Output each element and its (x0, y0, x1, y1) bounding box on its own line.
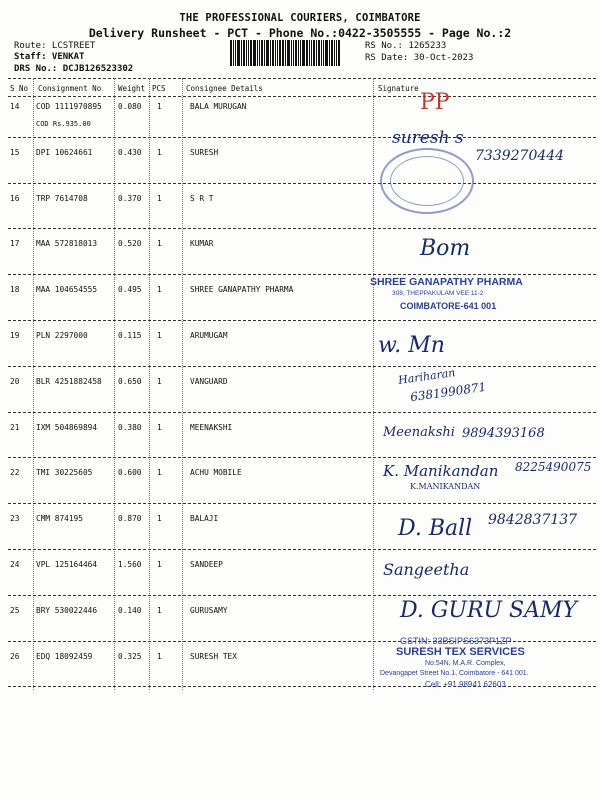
cell-consignment: TMI 30225605 (36, 468, 93, 478)
drs-number: DRS No.: DCJB126523302 (14, 64, 134, 74)
barcode-bar (334, 40, 335, 66)
cell-pcs: 1 (157, 560, 162, 569)
cell-consignee: VANGUARD (190, 376, 228, 386)
cell-sno: 20 (10, 376, 20, 386)
barcode-bar (253, 40, 256, 66)
barcode-bar (311, 40, 312, 66)
cell-sno: 25 (10, 605, 20, 615)
row-separator (8, 228, 596, 229)
barcode-bar (266, 40, 269, 66)
cell-consignment: MAA 104654555 (36, 285, 98, 295)
handwritten-signature: K. Manikandan (383, 462, 499, 480)
pharma-stamp-address: 308, THEPPAKULAM VEE 11-2 (392, 290, 484, 297)
barcode-bar (235, 40, 236, 66)
cell-pcs: 1 (157, 514, 162, 524)
tex-stamp-gstin: GSTIN: 33BSIPS6373P1ZP (400, 636, 512, 646)
route-label: Route: LCSTREET (14, 41, 96, 51)
col-consignee: Consignee Details (186, 84, 263, 93)
barcode-bar (293, 40, 294, 66)
barcode-bar (250, 40, 252, 66)
cell-consignee: BALAJI (190, 514, 219, 524)
cell-sno: 14 (10, 102, 20, 111)
barcode-bar (313, 40, 315, 66)
handwritten-signature: Sangeetha (383, 560, 470, 579)
barcode-bar (338, 40, 340, 66)
cell-consignment: VPL 125164464 (36, 560, 98, 569)
cell-weight: 0.650 (118, 376, 142, 386)
row-separator (8, 686, 596, 687)
cell-weight: 0.380 (118, 422, 142, 432)
cell-sno: 21 (10, 422, 20, 432)
cell-pcs: 1 (157, 468, 162, 478)
cell-sno: 24 (10, 560, 20, 569)
barcode-bar (329, 40, 330, 66)
cell-sno: 26 (10, 651, 20, 661)
cell-sno: 22 (10, 468, 20, 478)
barcode-bar (270, 40, 271, 66)
barcode-bar (241, 40, 242, 66)
cell-pcs: 1 (157, 285, 162, 295)
cell-consignee: ACHU MOBILE (190, 468, 242, 478)
rs-number: RS No.: 1265233 (365, 41, 447, 51)
barcode-bar (272, 40, 274, 66)
staff-label: Staff: VENKAT (14, 52, 85, 62)
tex-stamp-phone: Cell: +91 98941 62603 (425, 680, 506, 689)
barcode-bar (275, 40, 276, 66)
cell-sno: 17 (10, 239, 20, 249)
barcode-bar (279, 40, 281, 66)
cell-consignment: BLR 4251882458 (36, 376, 102, 386)
barcode-bar (336, 40, 337, 66)
barcode-bar (261, 40, 263, 66)
header-rule-top (8, 78, 596, 79)
cell-consignee: SANDEEP (190, 560, 223, 569)
cell-weight: 0.325 (118, 651, 142, 661)
cell-consignment: DPI 10624661 (36, 147, 93, 157)
tex-stamp-address: No.54N, M.A.R. Complex, (425, 660, 506, 667)
col-divider (114, 78, 115, 690)
cell-weight: 0.430 (118, 147, 142, 157)
round-seal (380, 148, 474, 214)
cell-pcs: 1 (157, 422, 162, 432)
barcode-bar (264, 40, 265, 66)
cell-weight: 0.115 (118, 331, 142, 340)
barcode-bar (291, 40, 292, 66)
cell-consignment: IXM 504869894 (36, 422, 98, 432)
cell-sno: 19 (10, 331, 20, 340)
cell-consignee: SHREE GANAPATHY PHARMA (190, 285, 294, 295)
barcode-bar (287, 40, 290, 66)
cell-consignment: MAA 572818013 (36, 239, 98, 249)
handwritten-signature: suresh s (392, 128, 464, 148)
barcode-bar (321, 40, 322, 66)
handwritten-phone: 9894393168 (462, 426, 545, 441)
tex-stamp-address: Devangapet Street No.1, Coimbatore - 641 001. (380, 670, 529, 677)
handwritten-phone: 6381990871 (409, 379, 487, 405)
cell-pcs: 1 (157, 193, 162, 203)
barcode-bar (306, 40, 308, 66)
cell-consignee: KUMAR (190, 239, 214, 249)
handwritten-initials: PP (420, 90, 450, 115)
cell-weight: 1.560 (118, 560, 142, 569)
cell-pcs: 1 (157, 331, 162, 340)
cell-weight: 0.495 (118, 285, 142, 295)
col-divider (373, 78, 374, 690)
cell-weight: 0.600 (118, 468, 142, 478)
handwritten-phone: 7339270444 (475, 148, 565, 164)
company-title: THE PROFESSIONAL COURIERS, COIMBATORE (179, 12, 421, 24)
row-separator (8, 366, 596, 367)
barcode-bar (298, 40, 299, 66)
cell-consignee: ARUMUGAM (190, 331, 228, 340)
cell-pcs: 1 (157, 376, 162, 386)
barcode-bar (300, 40, 301, 66)
cell-pcs: 1 (157, 651, 162, 661)
runsheet-title: Delivery Runsheet - PCT - Phone No.:0422-3505555 - Page No.:2 (88, 26, 512, 40)
barcode-bar (246, 40, 247, 66)
cell-consignment: PLN 2297000 (36, 331, 88, 340)
tex-stamp-name: SURESH TEX SERVICES (396, 646, 525, 658)
barcode-bar (302, 40, 305, 66)
cell-pcs: 1 (157, 605, 162, 615)
row-separator (8, 457, 596, 458)
cell-consignee: SURESH (190, 147, 219, 157)
barcode-bar (248, 40, 249, 66)
cell-weight: 0.140 (118, 605, 142, 615)
cell-pcs: 1 (157, 102, 162, 111)
cell-consignee: SURESH TEX (190, 651, 237, 661)
barcode-bar (233, 40, 234, 66)
cell-consignment: TRP 7614708 (36, 193, 88, 203)
row-separator (8, 503, 596, 504)
handwritten-signature: Bom (420, 236, 471, 261)
cell-weight: 0.870 (118, 514, 142, 524)
cell-weight: 0.370 (118, 193, 142, 203)
row-separator (8, 320, 596, 321)
cell-sno: 18 (10, 285, 20, 295)
cell-sno: 16 (10, 193, 20, 203)
cell-consignee: MEENAKSHI (190, 422, 233, 432)
barcode-bar (257, 40, 258, 66)
barcode-bar (295, 40, 297, 66)
cell-consignee: S R T (190, 193, 214, 203)
row-separator (8, 137, 596, 138)
handwritten-signature: D. Ball (398, 516, 473, 541)
barcode-bar (318, 40, 320, 66)
barcode-bar (277, 40, 278, 66)
cell-consignment: COD 1111970895 (36, 102, 102, 111)
pharma-stamp-city: COIMBATORE-641 001 (400, 301, 497, 311)
col-divider (149, 78, 150, 690)
cell-consignment: CMM 874195 (36, 514, 83, 524)
cod-amount: COD Rs.935.00 (36, 120, 91, 128)
col-weight: Weight (118, 84, 146, 93)
col-divider (33, 78, 34, 690)
handwritten-signature: D. GURU SAMY (400, 598, 578, 623)
cell-consignment: BRY 530022446 (36, 605, 98, 615)
row-separator (8, 595, 596, 596)
row-separator (8, 183, 596, 184)
handwritten-name: K.MANIKANDAN (410, 482, 481, 491)
cell-consignee: GURUSAMY (190, 605, 228, 615)
handwritten-phone: 9842837137 (488, 512, 578, 528)
cell-consignee: BALA MURUGAN (190, 102, 247, 111)
row-separator (8, 412, 596, 413)
barcode-bar (331, 40, 333, 66)
cell-consignment: EDQ 18092459 (36, 651, 93, 661)
barcode-bar (316, 40, 317, 66)
barcode-bar (325, 40, 328, 66)
col-consignment: Consignment No (38, 84, 102, 93)
cell-pcs: 1 (157, 239, 162, 249)
cell-weight: 0.520 (118, 239, 142, 249)
cell-sno: 15 (10, 147, 20, 157)
handwritten-name: Meenakshi (383, 425, 455, 440)
col-sno: S No (10, 84, 29, 93)
col-pcs: PCS (152, 84, 166, 93)
barcode-bar (285, 40, 286, 66)
pharma-stamp-name: SHREE GANAPATHY PHARMA (370, 276, 523, 288)
header-rule-bottom (8, 96, 596, 97)
col-divider (182, 78, 183, 690)
cell-pcs: 1 (157, 147, 162, 157)
barcode-bar (243, 40, 245, 66)
handwritten-phone: 8225490075 (515, 460, 592, 474)
barcode-bar (259, 40, 260, 66)
handwritten-signature: w. Mn (378, 333, 445, 358)
handwritten-name: Hariharan (397, 366, 457, 387)
rs-date: RS Date: 30-Oct-2023 (365, 53, 474, 63)
cell-sno: 23 (10, 514, 20, 524)
barcode-bar (309, 40, 310, 66)
barcode-bar (323, 40, 324, 66)
row-separator (8, 549, 596, 550)
barcode-bar (237, 40, 240, 66)
barcode-bar (282, 40, 284, 66)
cell-weight: 0.080 (118, 102, 142, 111)
barcode (230, 40, 354, 66)
barcode-bar (230, 40, 232, 66)
col-signature: Signature (378, 84, 419, 93)
